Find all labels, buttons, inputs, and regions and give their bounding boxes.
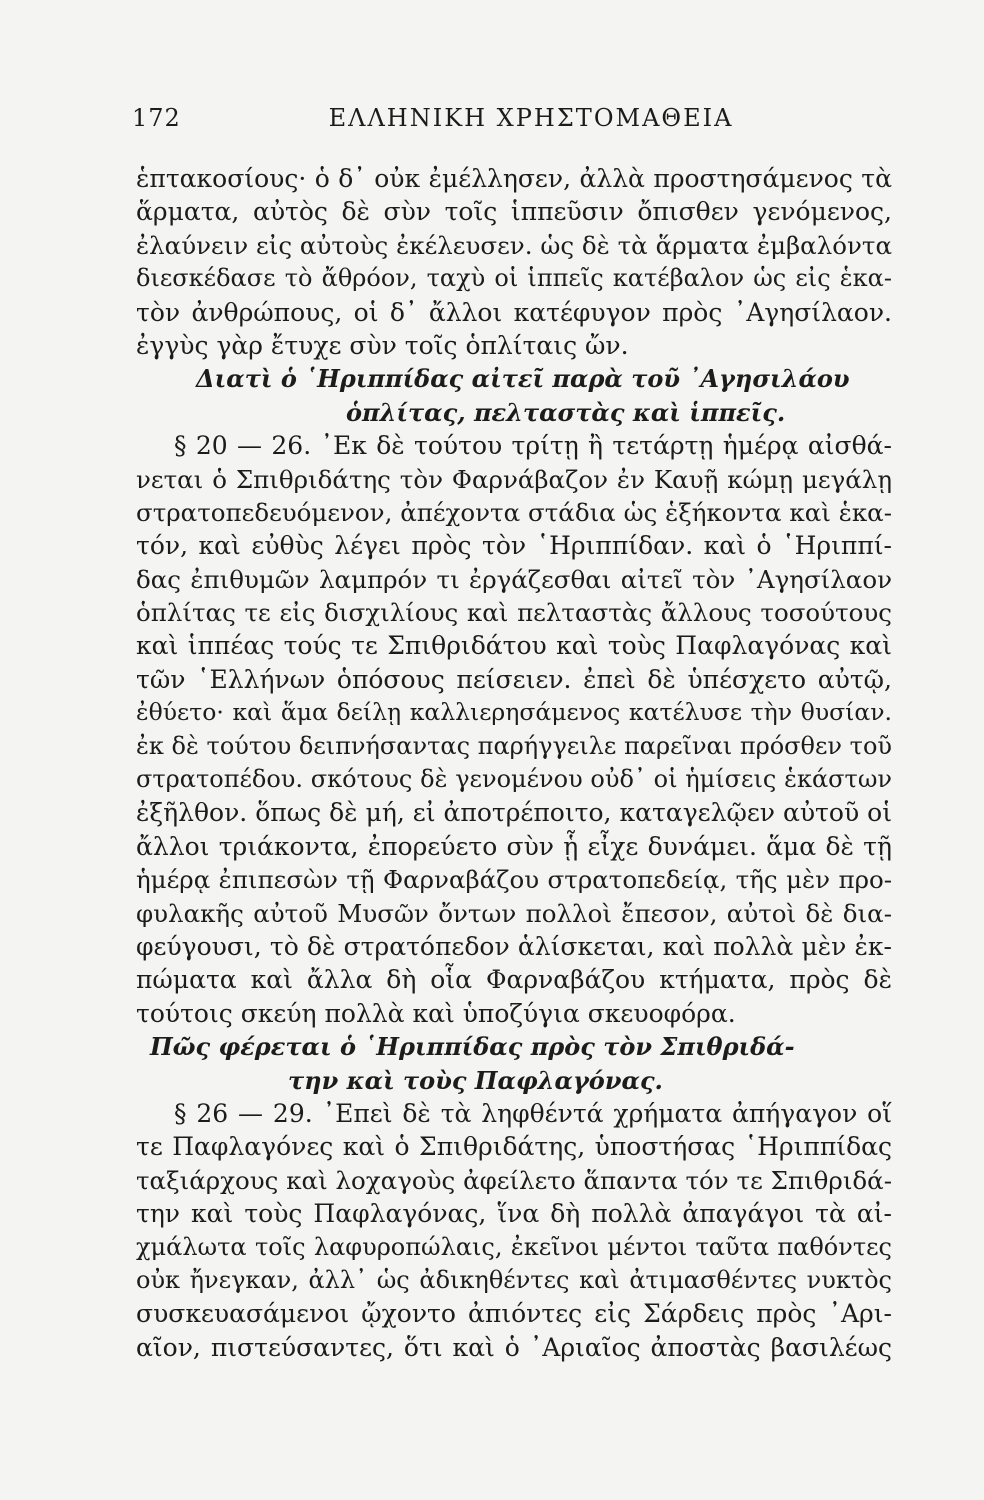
text-line: ἐθύετο· καὶ ἅμα δείλῃ καλλιερησάμενος κατέλυσε τὴν θυσίαν. [136,698,892,727]
section-heading-1 [136,362,892,429]
text-line: πώματα καὶ ἄλλα δὴ οἷα Φαρναβάζου κτήματα, πρὸς δὲ [136,965,892,995]
page-header [132,104,890,144]
text-line: ἐξῆλθον. ὅπως δὲ μή, εἰ ἀποτρέποιτο, καταγελῷεν αὐτοῦ οἱ [136,798,892,828]
text-line: χμάλωτα τοῖς λαφυροπώλαις, ἐκεῖνοι μέντοι ταῦτα παθόντες [136,1232,892,1261]
running-title: ΕΛΛΗΝΙΚΗ ΧΡΗΣΤΟΜΑΘΕΙΑ [328,104,734,132]
text-line: ἑπτακοσίους· ὁ δ᾽ οὐκ ἐμέλλησεν, ἀλλὰ προστησάμενος τὰ [136,164,892,193]
text-line: τόν, καὶ εὐθὺς λέγει πρὸς τὸν ῾Ηριππίδαν. καὶ ὁ ῾Ηριππί- [136,531,892,561]
text-line: ταξιάρχους καὶ λοχαγοὺς ἀφείλετο ἅπαντα τόν τε Σπιθριδά- [136,1165,892,1195]
paragraph-section-26-29 [136,1097,892,1364]
text-line: νεται ὁ Σπιθριδάτης τὸν Φαρνάβαζον ἐν Καυῇ κώμῃ μεγάλῃ [136,464,892,494]
paragraph-continuation [136,162,892,362]
text-line: ἄλλοι τριάκοντα, ἐπορεύετο σὺν ᾗ εἶχε δυνάμει. ἅμα δὲ τῇ [136,831,892,861]
text-line: ἅρματα, αὐτὸς δὲ σὺν τοῖς ἱππεῦσιν ὄπισθεν γενόμενος, [136,197,892,227]
text-line: διεσκέδασε τὸ ἄθρόον, ταχὺ οἱ ἱππεῖς κατέβαλον ὡς εἰς ἑκα- [136,264,892,293]
text-line: § 26 — 29. ᾽Επεὶ δὲ τὰ ληφθέντά χρήματα ἀπήγαγον οἵ [174,1098,892,1128]
page-body [136,162,892,1364]
text-line: οὐκ ἤνεγκαν, ἀλλ᾽ ὡς ἀδικηθέντες καὶ ἀτιμασθέντες νυκτὸς [136,1265,892,1294]
text-line: § 20 — 26. ᾽Εκ δὲ τούτου τρίτῃ ἢ τετάρτῃ ἡμέρᾳ αἰσθά- [174,431,892,461]
text-line: ἐκ δὲ τούτου δειπνήσαντας παρήγγειλε παρεῖναι πρόσθεν τοῦ [136,731,892,760]
text-line: αῖον, πιστεύσαντες, ὅτι καὶ ὁ ᾽Αριαῖος ἀποστὰς βασιλέως [136,1332,892,1362]
text-line: στρατοπεδευόμενον, ἀπέχοντα στάδια ὡς ἑξήκοντα καὶ ἑκα- [136,497,892,527]
text-line: ἡμέρᾳ ἐπιπεσὼν τῇ Φαρναβάζου στρατοπεδείᾳ, τῆς μὲν προ- [136,865,892,895]
heading-line: ὁπλίτας, πελταστὰς καὶ ἱππεῖς. [346,397,786,427]
text-line: φεύγουσι, τὸ δὲ στρατόπεδον ἁλίσκεται, καὶ πολλὰ μὲν ἐκ- [136,931,892,961]
text-line: ἐλαύνειν εἰς αὐτοὺς ἐκέλευσεν. ὡς δὲ τὰ ἅρματα ἐμβαλόντα [136,230,892,260]
heading-line: την καὶ τοὺς Παφλαγόνας. [288,1065,663,1095]
text-line: την καὶ τοὺς Παφλαγόνας, ἵνα δὴ πολλὰ ἀπαγάγοι τὰ αἰ- [136,1199,892,1229]
paragraph-section-20-26 [136,429,892,1030]
page-number: 172 [132,104,181,132]
text-line: τούτοις σκεύη πολλὰ καὶ ὑποζύγια σκευοφόρα. [136,998,736,1028]
section-heading-2 [136,1030,892,1097]
text-line: φυλακῆς αὐτοῦ Μυσῶν ὄντων πολλοὶ ἔπεσον, αὐτοὶ δὲ δια- [136,898,892,928]
text-line: στρατοπέδου. σκότους δὲ γενομένου οὐδ᾽ οἱ ἡμίσεις ἑκάστων [136,765,892,794]
text-line: τὸν ἀνθρώπους, οἱ δ᾽ ἄλλοι κατέφυγον πρὸς ᾽Αγησίλαον. [136,297,892,327]
text-line: ἐγγὺς γὰρ ἔτυχε σὺν τοῖς ὁπλίταις ὤν. [136,330,629,360]
text-line: τε Παφλαγόνες καὶ ὁ Σπιθριδάτης, ὑποστήσας ῾Ηριππίδας [136,1132,892,1162]
text-line: δας ἐπιθυμῶν λαμπρόν τι ἐργάζεσθαι αἰτεῖ τὸν ᾽Αγησίλαον [136,564,892,594]
heading-line: Πῶς φέρεται ὁ ῾Ηριππίδας πρὸς τὸν Σπιθριδά- [150,1032,795,1062]
text-line: τῶν ῾Ελλήνων ὁπόσους πείσειεν. ἐπεὶ δὲ ὑπέσχετο αὐτῷ, [136,664,892,694]
heading-line: Διατὶ ὁ ῾Ηριππίδας αἰτεῖ παρὰ τοῦ ᾽Αγησιλάου [196,364,850,394]
text-line: καὶ ἱππέας τούς τε Σπιθριδάτου καὶ τοὺς Παφλαγόνας καὶ [136,631,892,661]
text-line: συσκευασάμενοι ᾤχοντο ἀπιόντες εἰς Σάρδεις πρὸς ᾽Αρι- [136,1299,892,1329]
text-line: ὁπλίτας τε εἰς δισχιλίους καὶ πελταστὰς ἄλλους τοσούτους [136,598,892,628]
